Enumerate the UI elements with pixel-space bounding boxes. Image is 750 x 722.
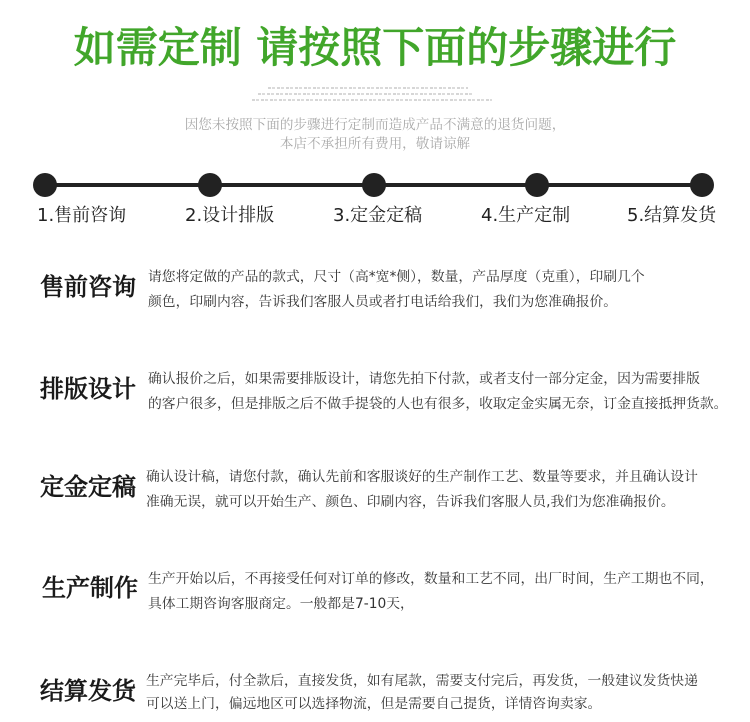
- section-text-line: 确认设计稿，请您付款，确认先前和客服谈好的生产制作工艺、数量等要求，并且确认设计: [146, 469, 698, 485]
- section-text: [146, 465, 698, 515]
- section-text-line: 生产开始以后，不再接受任何对订单的修改，数量和工艺不同，出厂时间，生产工期也不同，: [148, 571, 714, 587]
- notice-line: 本店不承担所有费用，敬请谅解: [279, 136, 471, 152]
- timeline-dot: [362, 173, 386, 197]
- section-heading: 结算发货: [40, 677, 136, 705]
- timeline-dot: [198, 173, 222, 197]
- section-text-line: 可以送上门，偏远地区可以选择物流，但是需要自己提货，详情咨询卖家。: [146, 696, 602, 712]
- step-label: 3.定金定稿: [333, 205, 423, 226]
- section-text-line: 确认报价之后，如果需要排版设计，请您先拍下付款，或者支付一部分定金，因为需要排版: [148, 371, 700, 387]
- faint-fine-print-decoration: [252, 99, 492, 101]
- step-label: 1.售前咨询: [37, 205, 127, 226]
- step-label: 4.生产定制: [481, 205, 571, 226]
- section-text-line: 准确无误，就可以开始生产、颜色、印刷内容，告诉我们客服人员,我们为您准确报价。: [146, 494, 675, 510]
- section-text-line: 具体工期咨询客服商定。一般都是7-10天，: [148, 596, 414, 612]
- section-text: [148, 567, 714, 617]
- timeline-dot: [690, 173, 714, 197]
- section-text: [148, 367, 727, 417]
- page-title: 如需定制 请按照下面的步骤进行: [73, 23, 677, 72]
- section-heading: 定金定稿: [40, 473, 136, 501]
- section-text-line: 生产完毕后，付全款后，直接发货，如有尾款，需要支付完后，再发货，一般建议发货快递: [146, 673, 698, 689]
- section-text-line: 的客户很多，但是排版之后不做手提袋的人也有很多，收取定金实属无奈，订金直接抵押货款。: [148, 396, 728, 412]
- section-heading: 排版设计: [40, 375, 136, 403]
- step-label: 5.结算发货: [627, 205, 717, 226]
- notice-line: 因您未按照下面的步骤进行定制而造成产品不满意的退货问题，: [184, 117, 566, 133]
- section-heading: 售前咨询: [40, 273, 136, 301]
- faint-fine-print-decoration: [268, 87, 468, 89]
- section-text-line: 颜色，印刷内容，告诉我们客服人员或者打电话给我们，我们为您准确报价。: [148, 294, 618, 310]
- timeline-dot: [525, 173, 549, 197]
- section-text: [146, 670, 698, 716]
- step-label: 2.设计排版: [185, 205, 275, 226]
- faint-fine-print-decoration: [258, 93, 473, 95]
- timeline-dot: [33, 173, 57, 197]
- section-text: [148, 265, 645, 315]
- section-text-line: 请您将定做的产品的款式，尺寸（高*宽*侧），数量，产品厚度（克重），印刷几个: [148, 269, 645, 285]
- section-heading: 生产制作: [42, 574, 138, 602]
